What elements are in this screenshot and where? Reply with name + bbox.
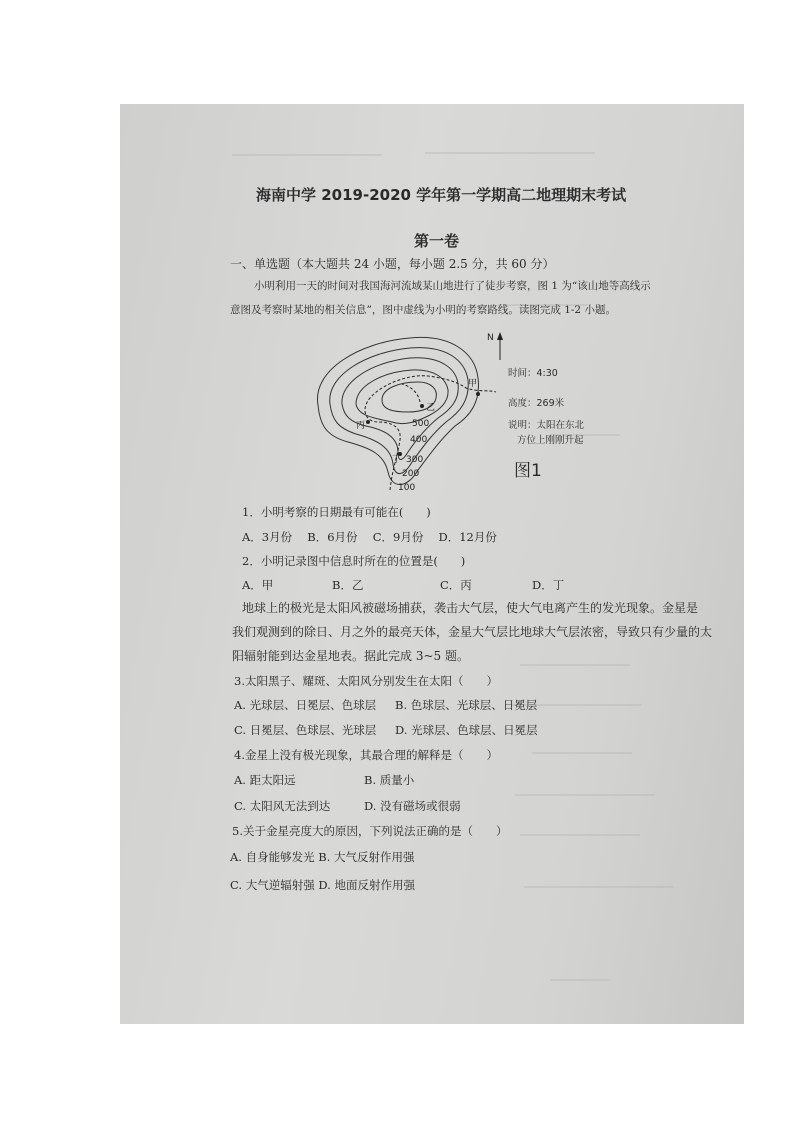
contour-value-500: 500 (412, 419, 430, 429)
show-through-mark (520, 834, 640, 836)
show-through-mark (532, 752, 632, 754)
show-through-mark (524, 886, 674, 888)
info-time: 时间：4:30 (508, 368, 558, 379)
question-4-option-d: D. 没有磁场或很弱 (364, 799, 461, 813)
info-note-line-1: 说明：太阳在东北 (508, 420, 585, 431)
contour-map-figure (300, 330, 530, 496)
contour-value-200: 200 (402, 469, 420, 479)
question-3-option-b: B. 色球层、光球层、日冕层 (395, 698, 538, 712)
show-through-mark (425, 152, 595, 154)
question-4-option-b: B. 质量小 (364, 773, 415, 787)
point-jia-marker (476, 392, 480, 396)
point-yi-marker (420, 404, 424, 408)
intro-2-line-1: 地球上的极光是太阳风被磁场捕获，袭击大气层，使大气电离产生的发光现象。金星是 (242, 601, 699, 615)
contour-value-400: 400 (410, 435, 428, 445)
question-4-option-c: C. 太阳风无法到达 (234, 799, 331, 813)
contour-line-300 (342, 358, 458, 460)
north-arrow-head-icon (497, 332, 503, 340)
info-note-line-2: 方位上刚刚升起 (517, 435, 584, 446)
question-3-option-c: C. 日冕层、色球层、光球层 (234, 723, 377, 737)
question-2-option-d: D．丁 (532, 578, 565, 592)
figure-caption: 图1 (514, 461, 542, 481)
show-through-mark (515, 794, 655, 796)
north-label: N (487, 333, 494, 343)
intro-1-line-1: 小明利用一天的时间对我国海河流域某山地进行了徒步考察，图 1 为“该山地等高线示 (254, 280, 651, 292)
question-1: 1．小明考察的日期最有可能在( ) (242, 505, 431, 519)
intro-2-line-2: 我们观测到的除日、月之外的最亮天体，金星大气层比地球大气层浓密，导致只有少量的太 (232, 625, 713, 639)
question-4: 4.金星上没有极光现象，其最合理的解释是（ ） (234, 748, 498, 762)
question-2: 2．小明记录图中信息时所在的位置是( ) (242, 554, 466, 568)
show-through-mark (232, 154, 382, 156)
question-5: 5.关于金星亮度大的原因，下列说法正确的是（ ） (232, 824, 508, 838)
question-5-options-cd: C. 大气逆辐射强 D. 地面反射作用强 (230, 878, 415, 892)
volume-heading: 第一卷 (414, 232, 460, 250)
point-bing-marker (366, 420, 370, 424)
section-heading: 一、单选题（本大题共 24 小题，每小题 2.5 分，共 60 分） (230, 257, 555, 271)
question-3-option-d: D. 光球层、色球层、日冕层 (395, 723, 538, 737)
question-1-options: A．3月份 B．6月份 C．9月份 D．12月份 (242, 530, 497, 544)
point-jia-label: 甲 (468, 379, 478, 389)
contour-line-400 (356, 370, 448, 424)
survey-route-branch (402, 384, 420, 402)
contour-value-300: 300 (406, 455, 424, 465)
question-2-option-a: A．甲 (242, 578, 274, 592)
exam-paper (120, 104, 744, 1024)
intro-2-line-3: 阳辐射能到达金星地表。据此完成 3~5 题。 (232, 649, 469, 663)
intro-1-line-2: 意图及考察时某地的相关信息”，图中虚线为小明的考察路线。读图完成 1-2 小题。 (230, 304, 616, 316)
question-3-option-a: A. 光球层、日冕层、色球层 (234, 698, 377, 712)
question-5-options-ab: A. 自身能够发光 B. 大气反射作用强 (230, 850, 415, 864)
point-bing-label: 丙 (356, 421, 366, 431)
question-4-option-a: A. 距太阳远 (234, 773, 296, 787)
question-2-option-b: B．乙 (332, 578, 364, 592)
show-through-mark (520, 664, 630, 666)
info-height: 高度：269米 (508, 398, 565, 409)
question-3: 3.太阳黑子、耀斑、太阳风分别发生在太阳（ ） (234, 674, 498, 688)
question-2-option-c: C．丙 (440, 578, 472, 592)
show-through-mark (550, 979, 610, 981)
point-yi-label: 乙 (426, 403, 436, 413)
point-ding-label: 丁 (392, 455, 402, 465)
exam-title: 海南中学 2019-2020 学年第一学期高二地理期末考试 (256, 186, 627, 204)
contour-value-100: 100 (398, 483, 416, 493)
